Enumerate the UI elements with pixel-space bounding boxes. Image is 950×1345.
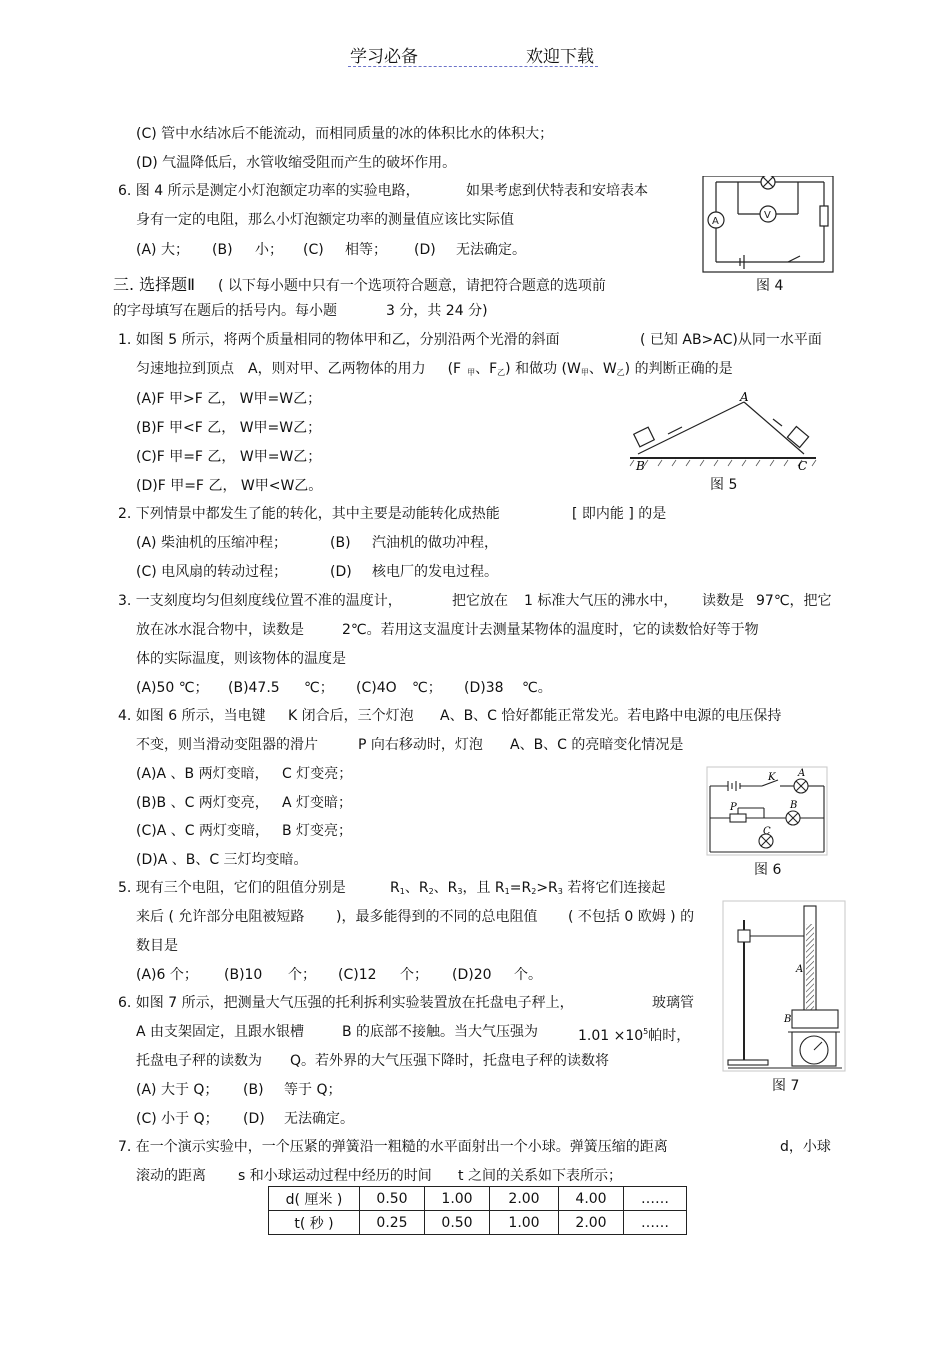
table-cell: 1.00 (490, 1211, 559, 1235)
q1-line-1a: 1. 如图 5 所示，将两个质量相同的物体甲和乙，分别沿两个光滑的斜面 (118, 332, 560, 348)
data-table (268, 1186, 687, 1235)
q6b-line-1a: 6. 如图 7 所示，把测量大气压强的托利拆利实验装置放在托盘电子秤上， (118, 995, 574, 1011)
q3-line-1b: 把它放在 (452, 593, 508, 609)
q4-option-c-1: (C)A 、C 两灯变暗， (136, 823, 269, 839)
q6-option-b-text: 小； (255, 242, 283, 258)
q6-text-1a: 6. 图 4 所示是测定小灯泡额定功率的实验电路， (118, 183, 420, 199)
q3-line-3: 体的实际温度，则该物体的温度是 (136, 651, 346, 667)
q5-line-2c: ( 不包括 0 欧姆 ) 的 (568, 909, 695, 925)
table-cell: 4.00 (559, 1187, 624, 1211)
table-row (269, 1211, 687, 1235)
figure-6-circuit (706, 766, 828, 858)
q6b-option-d-text: 无法确定。 (284, 1111, 354, 1127)
q2-option-d-letter: (D) (330, 564, 352, 580)
fig4-label-v: V (764, 210, 771, 221)
q3-option-d-unit: ℃。 (522, 680, 552, 696)
q2-option-a: (A) 柴油机的压缩冲程； (136, 535, 287, 551)
q3-line-1a: 3. 一支刻度均匀但刻度线位置不准的温度计， (118, 593, 402, 609)
page-header (348, 42, 598, 67)
fig6-label-k: K (768, 772, 776, 783)
q6-text-1b: 如果考虑到伏特表和安培表本 (466, 183, 648, 199)
q3-option-c-val: (C)4O (356, 680, 397, 696)
table-cell: 0.50 (425, 1211, 490, 1235)
q5-line-1a: 5. 现有三个电阻，它们的阻值分别是 (118, 880, 346, 896)
q5-option-d-unit: 个。 (514, 967, 542, 983)
fig5-label-c: C (798, 459, 808, 472)
fig7-label-b: B (784, 1014, 792, 1025)
figure-5-incline (628, 390, 818, 472)
rheostat-symbol (820, 206, 828, 226)
q6-option-d-text: 无法确定。 (456, 242, 526, 258)
q3-line-1e: 97℃，把它 (756, 593, 832, 609)
switch-symbol (788, 256, 800, 262)
q1-line-1b: ( 已知 AB>AC)从同一水平面 (640, 332, 822, 348)
q6b-option-b-letter: (B) (243, 1082, 264, 1098)
q6-option-b-letter: (B) (212, 242, 233, 258)
q5-option-c-val: (C)12 (338, 967, 377, 983)
q2-line-1a: 2. 下列情景中都发生了能的转化，其中主要是动能转化成热能 (118, 506, 500, 522)
fig4-label-a: A (712, 216, 719, 227)
q5-line-2b: )，最多能得到的不同的总电阻值 (336, 909, 538, 925)
q7-line-2b: s 和小球运动过程中经历的时间 (238, 1168, 432, 1184)
q7-line-1a: 7. 在一个演示实验中，一个压紧的弹簧沿一粗糙的水平面射出一个小球。弹簧压缩的距离 (118, 1139, 668, 1155)
q3-option-b-val: (B)47.5 (228, 680, 280, 696)
q6-option-c-letter: (C) (303, 242, 324, 258)
figure-7-caption: 图 7 (772, 1078, 800, 1094)
q2-option-d-text: 核电厂的发电过程。 (372, 564, 498, 580)
figure-4-caption: 图 4 (756, 278, 784, 294)
q6-option-d-letter: (D) (414, 242, 436, 258)
q2-option-b-text: 汽油机的做功冲程， (372, 535, 498, 551)
q2-option-b-letter: (B) (330, 535, 351, 551)
rheostat-p (730, 814, 746, 822)
q5-option-c-unit: 个； (400, 967, 428, 983)
header-right: 欢迎下载 (526, 47, 594, 67)
block-jia (634, 427, 655, 447)
figure-6-caption: 图 6 (754, 862, 782, 878)
q6-option-c-text: 相等； (345, 242, 387, 258)
header-left: 学习必备 (350, 47, 418, 67)
q5-line-3: 数目是 (136, 938, 178, 954)
mercury-trough-b (792, 1010, 838, 1028)
q5-option-c: (C) 管中水结冰后不能流动，而相同质量的冰的体积比水的体积大； (136, 126, 554, 142)
q6b-option-d-letter: (D) (243, 1111, 265, 1127)
q5-line-2a: 来后 ( 允许部分电阻被短路 (136, 909, 305, 925)
q3-line-2b: 2℃。若用这支温度计去测量某物体的温度时，它的读数恰好等于物 (342, 622, 759, 638)
q2-option-c: (C) 电风扇的转动过程； (136, 564, 288, 580)
q6b-line-2c: $1.01 \times 10^5$帕时， (578, 1027, 691, 1044)
q3-line-1c: 1 标准大气压的沸水中， (524, 593, 678, 609)
q3-option-a: (A)50 ℃； (136, 680, 209, 696)
q6b-line-3a: 托盘电子秤的读数为 (136, 1053, 262, 1069)
q6-option-a: (A) 大； (136, 242, 189, 258)
q4-option-a-2: C 灯变亮； (282, 766, 353, 782)
section-3-intro-2a: 的字母填写在题后的括号内。每小题 (113, 303, 337, 319)
table-cell: 0.25 (360, 1211, 425, 1235)
q4-option-d: (D)A 、B、C 三灯均变暗。 (136, 852, 308, 868)
table-cell: 0.50 (360, 1187, 425, 1211)
figure-5-caption: 图 5 (710, 477, 738, 493)
q5-line-1b: $R_1$、$R_2$、$R_3$，且 $R_1=R_2>R_3$ 若将它们连接起 (390, 880, 666, 896)
q2-line-1b: [ 即内能 ] 的是 (572, 506, 667, 522)
section-3-title: 三. 选择题Ⅱ (113, 275, 196, 294)
q4-line-2a: 不变，则当滑动变阻器的滑片 (136, 737, 318, 753)
stand-base (728, 1060, 768, 1065)
q6b-option-b-text: 等于 Q； (284, 1082, 342, 1098)
q5-option-b-unit: 个； (288, 967, 316, 983)
q5-option-b-val: (B)10 (224, 967, 263, 983)
figure-7-apparatus (722, 900, 846, 1074)
section-3-intro-1: ( 以下每小题中只有一个选项符合题意，请把符合题意的选项前 (218, 278, 606, 294)
section-3-intro-2b: 3 分，共 24 分) (386, 303, 488, 319)
q6-text-2: 身有一定的电阻，那么小灯泡额定功率的测量值应该比实际值 (136, 212, 514, 228)
q4-line-2c: A、B、C 的亮暗变化情况是 (510, 737, 684, 753)
q5-option-d-val: (D)20 (452, 967, 492, 983)
table-row (269, 1187, 687, 1211)
q3-option-c-unit: ℃； (412, 680, 442, 696)
q6b-option-c: (C) 小于 Q； (136, 1111, 219, 1127)
fig6-label-b: B (790, 800, 798, 811)
q4-line-1b: K 闭合后，三个灯泡 (288, 708, 414, 724)
block-yi (787, 426, 808, 447)
q4-line-1a: 4. 如图 6 所示，当电键 (118, 708, 266, 724)
q4-line-1c: A、B、C 恰好都能正常发光。若电路中电源的电压保持 (440, 708, 782, 724)
fig6-label-p: P (730, 802, 737, 813)
figure-4-circuit (700, 176, 840, 276)
q1-option-b: (B)F 甲<F 乙， W甲=W乙； (136, 420, 322, 436)
q4-option-b-2: A 灯变暗； (282, 795, 353, 811)
q4-option-c-2: B 灯变亮； (282, 823, 353, 839)
q4-line-2b: P 向右移动时，灯泡 (358, 737, 483, 753)
fig7-label-a: A (796, 964, 804, 975)
table-cell: 2.00 (559, 1211, 624, 1235)
fig6-label-c: C (763, 826, 771, 837)
table-cell: …… (624, 1187, 687, 1211)
q7-line-1b: d，小球 (780, 1139, 831, 1155)
q6b-line-2a: A 由支架固定，且跟水银槽 (136, 1024, 305, 1040)
fig6-label-a: A (798, 768, 806, 779)
q5-option-a: (A)6 个； (136, 967, 198, 983)
q3-line-1d: 读数是 (702, 593, 744, 609)
q6b-line-2b: B 的底部不接触。当大气压强为 (342, 1024, 539, 1040)
q4-option-b-1: (B)B 、C 两灯变亮， (136, 795, 269, 811)
q1-option-d: (D)F 甲=F 乙， W甲<W乙。 (136, 478, 323, 494)
fig5-label-a: A (740, 390, 749, 404)
q6b-option-a: (A) 大于 Q； (136, 1082, 219, 1098)
q1-option-a: (A)F 甲>F 乙， W甲=W乙； (136, 391, 322, 407)
table-cell: 1.00 (425, 1187, 490, 1211)
q7-line-2c: t 之间的关系如下表所示； (458, 1168, 622, 1184)
q3-option-d-val: (D)38 (464, 680, 504, 696)
fig5-label-b: B (636, 459, 645, 472)
q1-option-c: (C)F 甲=F 乙， W甲=W乙； (136, 449, 322, 465)
q6b-line-1b: 玻璃管 (652, 995, 694, 1011)
q6b-line-3b: Q。若外界的大气压强下降时，托盘电子秤的读数将 (290, 1053, 610, 1069)
incline-ab (638, 402, 744, 454)
q7-line-2a: 滚动的距离 (136, 1168, 206, 1184)
q3-option-b-unit: ℃； (304, 680, 334, 696)
q3-line-2a: 放在冰水混合物中，读数是 (136, 622, 304, 638)
q5-option-d: (D) 气温降低后，水管收缩受阻而产生的破坏作用。 (136, 155, 457, 171)
table-cell: …… (624, 1211, 687, 1235)
table-cell: t( 秒 ) (269, 1211, 360, 1235)
q1-line-2: 匀速地拉到顶点 A，则对甲、乙两物体的用力 (F $_甲$、$F_乙$) 和做功 ($W_甲$、$W_乙$) 的判断正确的是 (136, 361, 733, 377)
table-cell: d( 厘米 ) (269, 1187, 360, 1211)
q4-option-a-1: (A)A 、B 两灯变暗， (136, 766, 269, 782)
table-cell: 2.00 (490, 1187, 559, 1211)
